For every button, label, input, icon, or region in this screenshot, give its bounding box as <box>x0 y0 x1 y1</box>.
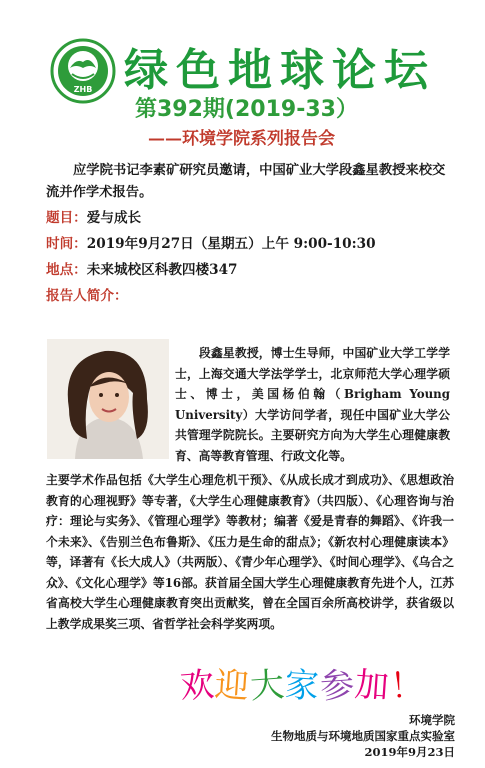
welcome-char: 大 <box>248 664 287 708</box>
issue-number: 第392期(2019-33） <box>135 97 358 122</box>
org-school: 环境学院 <box>409 713 455 727</box>
welcome-banner <box>180 658 425 707</box>
welcome-char: ！ <box>388 664 427 708</box>
speaker-portrait <box>47 339 169 459</box>
intro-paragraph: 应学院书记李素矿研究员邀请，中国矿业大学段鑫星教授来校交流并作学术报告。 <box>46 163 446 200</box>
time-row <box>46 232 376 252</box>
place-row <box>46 258 238 278</box>
speaker-bio <box>175 343 450 466</box>
speaker-heading-row <box>46 284 128 304</box>
welcome-char: 家 <box>283 664 322 708</box>
topic-row <box>46 206 141 226</box>
topic-value: 爱与成长 <box>86 210 142 226</box>
speaker-bio-text: 段鑫星教授，博士生导师，中国矿业大学工学学士，上海交通大学法学学士，北京师范大学心理学硕士、博士，美国杨伯翰（Brigham Young University）大学访问学者，现任中国矿业大学公共管理学院院长。主要研究方向为大学生心理健康教育、高等教育管理、行政文化等。 <box>175 346 450 463</box>
org-lab: 生物地质与环境地质国家重点实验室 <box>271 729 455 743</box>
place-label: 地点： <box>46 262 87 278</box>
notice-date: 2019年9月23日 <box>364 745 455 759</box>
speaker-heading: 报告人简介： <box>46 288 128 304</box>
time-label: 时间： <box>46 236 87 252</box>
series-subtitle: ——环境学院系列报告会 <box>148 129 335 149</box>
speaker-works: 主要学术作品包括《大学生心理危机干预》、《从成长成才到成功》、《思想政治教育的心理视野》等专著，《大学生心理健康教育》（共四版）、《心理咨询与治疗：理论与实务》、《管理心理学》等教材；编著《爱是青春的舞蹈》、《许我一个未来》、《告别兰色布鲁斯》、《压力是生命的甜点》；《新农村心理健康读本》等，译著有《长大成人》（共两版）、《青少年心理学》、《时间心理学》、《乌合之众》、《文化心理学》等16部。获首届全国大学生心理健康教育先进个人，江苏省高校大学生心理健康教育突出贡献奖，曾在全国百余所高校讲学，获省级以上教学成果奖三项、省哲学社会科学奖两项。 <box>46 473 454 631</box>
zhb-logo <box>50 38 116 104</box>
welcome-char: 加 <box>353 664 392 708</box>
place-value: 未来城校区科教四楼347 <box>86 262 238 278</box>
topic-label: 题目： <box>46 210 87 226</box>
welcome-char: 迎 <box>213 664 252 708</box>
welcome-char: 欢 <box>178 664 217 708</box>
time-value: 2019年9月27日（星期五）上午 9:00-10:30 <box>86 236 376 252</box>
welcome-char: 参 <box>318 664 357 708</box>
forum-title: 绿色地球论坛 <box>124 45 436 96</box>
svg-text:ZHB: ZHB <box>73 85 93 94</box>
